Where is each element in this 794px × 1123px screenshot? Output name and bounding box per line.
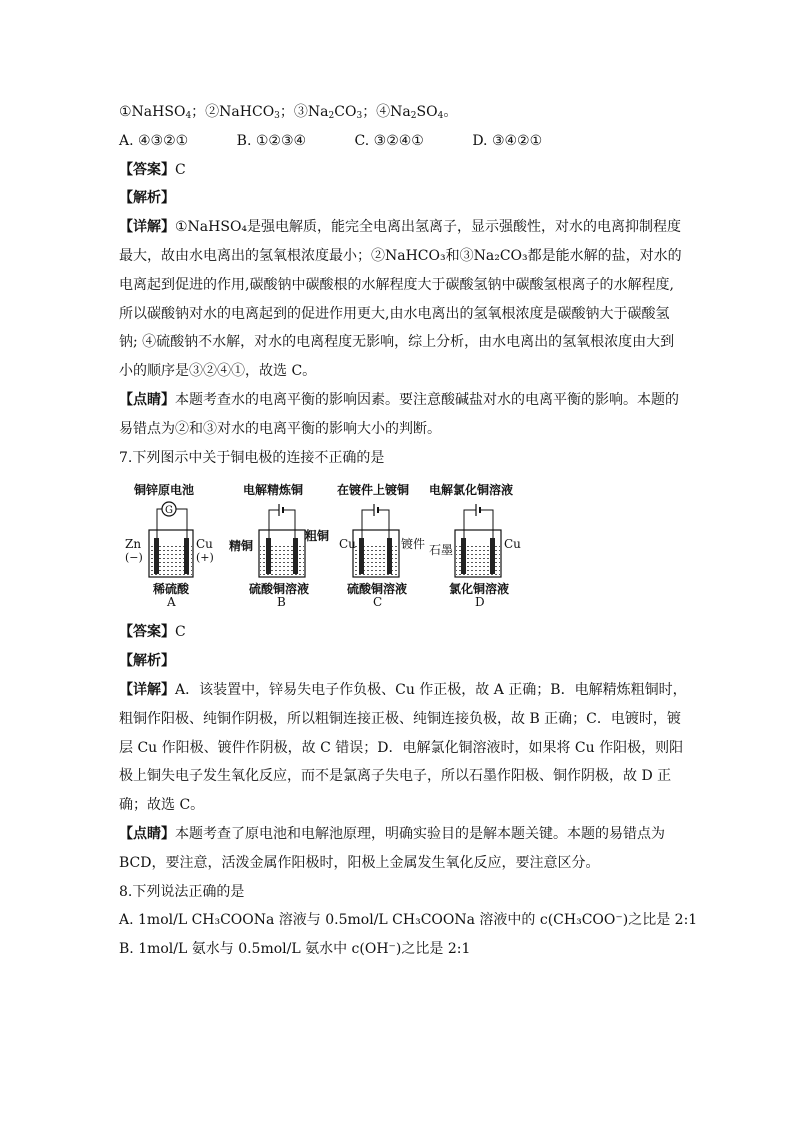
q7-detail: 【详解】A．该装置中，锌易失电子作负极、Cu 作正极，故 A 正确；B．电解精炼粗铜时， 粗铜作阳极、纯铜作阴极，所以粗铜连接正极、纯铜连接负极，故 B 正确；C．电镀时，镀 层 Cu 作阳极、镀件作阴极，故 C 错误；D．电解氯化铜溶液时，如果将 Cu 作阳极，则阳 极上铜失电子发生氧化反应，而不是氯离子失电子，所以石墨作阳极、铜作阴极，故 D 正 确；故选 C。 <box>119 681 687 814</box>
panel-c-title: 在镀件上镀铜 <box>337 483 410 498</box>
galvanometer-label: G <box>165 505 173 517</box>
electrode-zn <box>154 538 159 574</box>
svg-text:C: C <box>373 595 383 610</box>
q6-options <box>119 127 684 156</box>
panel-a <box>125 482 214 609</box>
panel-c <box>337 482 425 609</box>
q6-answer: 【答案】C <box>119 161 186 178</box>
panel-a-title: 铜锌原电池 <box>134 483 195 498</box>
svg-text:Zn: Zn <box>125 537 142 552</box>
svg-text:稀硫酸: 稀硫酸 <box>153 582 190 597</box>
svg-text:B: B <box>277 595 286 610</box>
q6-detail: 【详解】①NaHSO₄是强电解质，能完全电离出氢离子，显示强酸性，对水的电离抑制程度 最大，故由水电离出的氢氧根浓度最小；②NaHCO₃和③Na₂CO₃都是能水解的盐，对水的 电离起到促进的作用,碳酸钠中碳酸根的水解程度大于碳酸氢钠中碳酸氢根离子的水解程度, 所以碳酸钠对水的电离起到的促进作用更大,由水电离出的氢氧根浓度是碳酸钠大于碳酸氢 钠; ④硫酸钠不水解，对水的电离程度无影响，综上分析，由水电离出的氢氧根浓度由大到 小的顺序是③②④①，故选 C。 <box>119 219 682 380</box>
q6-items: ①NaHSO$_4$；②NaHCO$_3$；$③Na_2CO_3$；$④Na_2SO_4$。 <box>119 104 458 121</box>
svg-text:A: A <box>167 595 176 610</box>
option-d: D. ③④②① <box>472 132 543 149</box>
q6-comment: 【点睛】本题考查水的电离平衡的影响因素。要注意酸碱盐对水的电离平衡的影响。本题的 易错点为②和③对水的电离平衡的影响大小的判断。 <box>119 391 679 437</box>
svg-text:Cu: Cu <box>504 537 521 552</box>
option-b: B. ①②③④ <box>236 132 307 149</box>
panel-d-title: 电解氯化铜溶液 <box>429 483 514 498</box>
q7-analysis-heading: 【解析】 <box>119 653 175 670</box>
svg-text:粗铜: 粗铜 <box>305 529 330 544</box>
option-a: A. ④③②① <box>119 132 189 149</box>
q6-analysis-heading: 【解析】 <box>119 190 175 207</box>
svg-text:Cu: Cu <box>196 537 213 552</box>
svg-text:硫酸铜溶液: 硫酸铜溶液 <box>347 582 408 597</box>
q8-option-b: B. 1mol/L 氨水与 0.5mol/L 氨水中 c(OH⁻)之比是 2:1 <box>119 941 471 958</box>
svg-text:(+): (+) <box>196 551 214 565</box>
q7-answer: 【答案】C <box>119 624 186 641</box>
svg-text:精铜: 精铜 <box>229 539 254 554</box>
electrode-cu <box>184 538 189 574</box>
svg-text:Cu: Cu <box>339 537 356 552</box>
svg-text:石墨: 石墨 <box>429 543 454 558</box>
svg-text:镀件: 镀件 <box>401 537 426 552</box>
svg-text:硫酸铜溶液: 硫酸铜溶液 <box>249 582 310 597</box>
svg-text:(−): (−) <box>125 551 143 565</box>
document-page <box>119 98 698 964</box>
option-c: C. ③②④① <box>354 132 424 149</box>
q8-option-a: A. 1mol/L CH₃COONa 溶液与 0.5mol/L CH₃COONa 溶液中的 c(CH₃COO⁻)之比是 2:1 <box>119 912 698 929</box>
svg-text:D: D <box>475 595 485 610</box>
q7-comment: 【点睛】本题考查了原电池和电解池原理，明确实验目的是解本题关键。本题的易错点为 BCD，要注意，活泼金属作阳极时，阳极上金属发生氧化反应，要注意区分。 <box>119 825 665 871</box>
figure-svg <box>119 482 549 612</box>
electrochem-figure <box>119 482 684 612</box>
q7-question: 7.下列图示中关于铜电极的连接不正确的是 <box>119 449 385 466</box>
panel-d <box>429 482 521 609</box>
panel-b-title: 电解精炼铜 <box>243 483 304 498</box>
panel-b <box>228 482 329 609</box>
q8-question: 8.下列说法正确的是 <box>119 883 245 900</box>
svg-text:氯化铜溶液: 氯化铜溶液 <box>449 582 510 597</box>
